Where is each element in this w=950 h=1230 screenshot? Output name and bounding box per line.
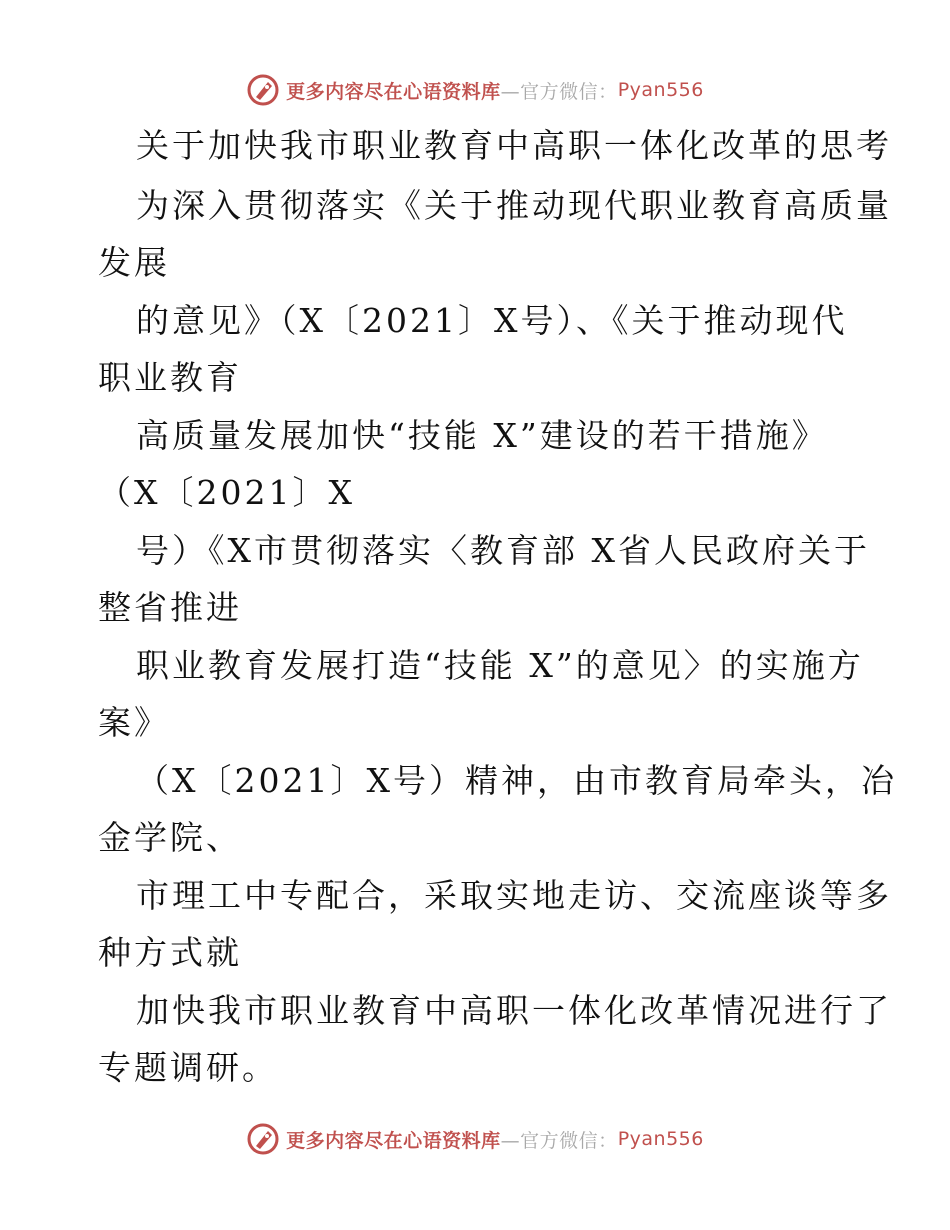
paragraph-line: 的意见》（X〔2021〕X号）、《关于推动现代: [136, 301, 848, 340]
header-watermark: [0, 70, 950, 110]
paragraph-line: 职业教育发展打造“技能 X”的意见〉的实施方: [136, 646, 864, 685]
paragraph-line: 金学院、: [98, 818, 242, 857]
paragraph-line: 职业教育: [98, 358, 242, 397]
paragraph-line: （X〔2021〕X号）精神，由市教育局牵头，冶: [136, 761, 897, 800]
footer-watermark: [0, 1119, 950, 1159]
paragraph-line: 号）《X市贯彻落实〈教育部 X省人民政府关于: [136, 531, 870, 570]
watermark-wechat-id: Pyan556: [617, 79, 704, 101]
paragraph-line: 为深入贯彻落实《关于推动现代职业教育高质量: [136, 186, 892, 225]
pen-nib-circle-icon: [246, 73, 280, 107]
watermark-wechat-id: Pyan556: [617, 1128, 704, 1150]
watermark-site-text: 更多内容尽在心语资料库: [286, 1129, 501, 1152]
paragraph-line: 案》: [98, 703, 170, 742]
watermark-wechat-label: —官方微信：: [500, 1129, 618, 1152]
paragraph-line: （X〔2021〕X: [98, 473, 355, 512]
document-title: 关于加快我市职业教育中高职一体化改革的思考: [136, 126, 892, 165]
watermark-site-text: 更多内容尽在心语资料库: [286, 80, 501, 103]
paragraph-line: 高质量发展加快“技能 X”建设的若干措施》: [136, 416, 828, 455]
watermark-wechat-label: —官方微信：: [500, 80, 618, 103]
paragraph-line: 加快我市职业教育中高职一体化改革情况进行了: [136, 991, 892, 1030]
paragraph-line: 专题调研。: [98, 1048, 278, 1087]
pen-nib-circle-icon: [246, 1122, 280, 1156]
paragraph-line: 发展: [98, 243, 170, 282]
paragraph-line: 市理工中专配合，采取实地走访、交流座谈等多: [136, 876, 892, 915]
paragraph-line: 整省推进: [98, 588, 242, 627]
paragraph-line: 种方式就: [98, 933, 242, 972]
